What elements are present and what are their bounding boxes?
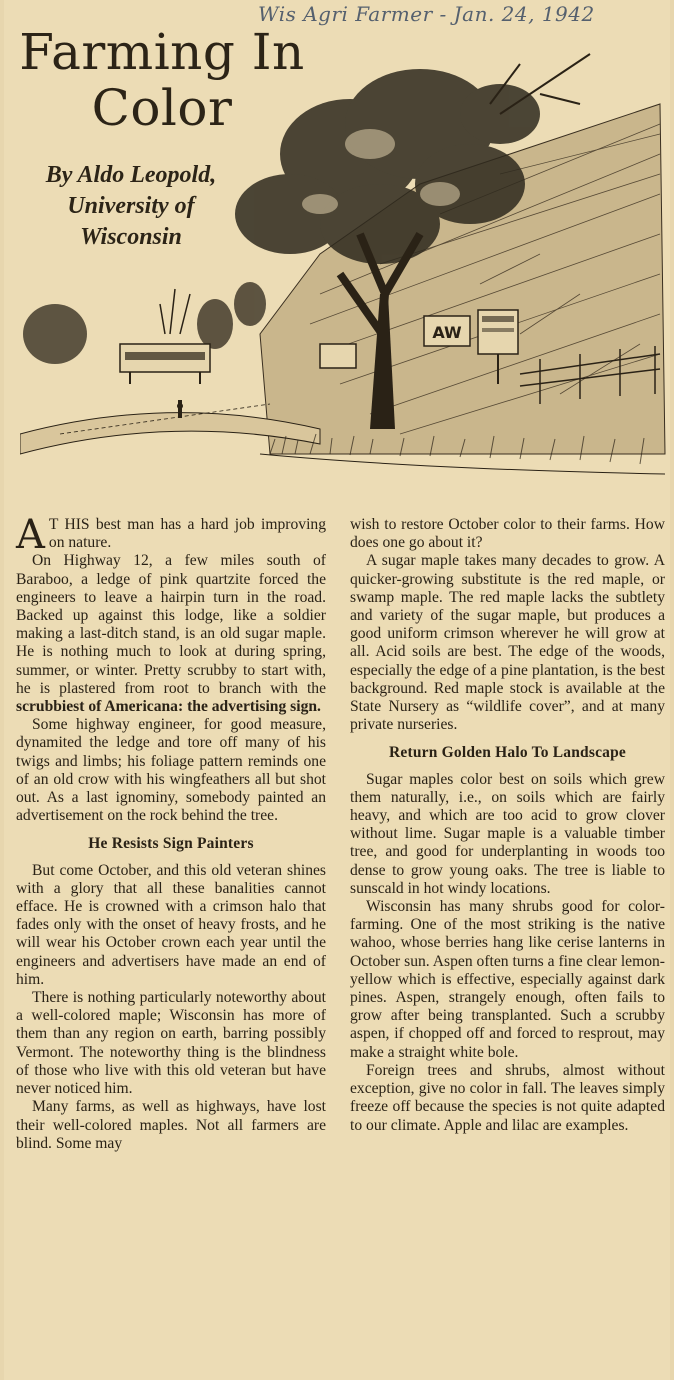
byline: By Aldo Leopold, University of Wisconsin: [45, 162, 217, 250]
column-1: [16, 512, 326, 1153]
handwritten-annotation: Wis Agri Farmer - Jan. 24, 1942: [258, 2, 595, 26]
sign-aw-text: AW: [432, 323, 462, 342]
paragraph-5: There is nothing particularly noteworthy about a well-colored maple; Wisconsin has more of them than any region on earth, barring possibly Vermont. The noteworthy thing is the blindness of those who live with this old veteran but have never noticed him.: [16, 989, 326, 1098]
paragraph-1: [16, 512, 326, 558]
subhead-golden-halo: Return Golden Halo To Landscape: [388, 744, 627, 762]
paragraph-7: wish to restore October color to their farms. How does one go about it?: [350, 516, 665, 552]
paragraph-11: Foreign trees and shrubs, almost without exception, give no color in fall. The leaves simply freeze off because the species is not quite adapted to our climate. Apple and lilac are examples.: [350, 1061, 665, 1134]
paragraph-9: Sugar maples color best on soils which grew them naturally, i.e., on soils which are fairly heavy, and which are too acid to grow clover without lime. Sugar maple is a valuable timber tree, and good for underplanting in woods too dense to grow young oaks. The tree is liable to sunscald in hot windy locations.: [350, 770, 665, 897]
paragraph-2: [16, 552, 326, 716]
lead-in: T HIS: [48, 516, 90, 533]
paragraph-2-emphasis: scrubbiest of Americana: the advertising sign.: [16, 698, 321, 716]
paragraph-6: Many farms, as well as highways, have lost their well-colored maples. Not all farmers are blind. Some may: [16, 1098, 326, 1152]
paragraph-10: Wisconsin has many shrubs good for color-farming. One of the most striking is the native wahoo, whose berries hang like cerise lanterns in October sun. Aspen often turns a fine clear lemon-yellow which is effective, especially against dark pines. Aspen, strangely enough, often fails to grow after being transplanted. Such a scrubby aspen, if chopped off and forced to resprout, may make a straight white bole.: [350, 898, 665, 1061]
paragraph-8: A sugar maple takes many decades to grow. A quicker-growing substitute is the red maple, or swamp maple. The red maple lacks the subtlety and variety of the sugar maple, but produces a good uniform crimson wherever he will grow at all. Acid soils are best. The edge of the woods, especially the edge of a pine plantation, is the best background. Red maple stock is available at the State Nursery as “wildlife cover”, and at many private nurseries.: [350, 552, 665, 734]
paragraph-3: Some highway engineer, for good measure, dynamited the ledge and tore off many of his twigs and limbs; his foliage pattern reminds one of an old crow with his wingfeathers all but shot out. As a last ignominy, somebody painted an advertisement on the rock behind the tree.: [16, 716, 326, 825]
paragraph-2-text: On Highway 12, a few miles south of Baraboo, a ledge of pink quartzite forced the engineers to leave a hairpin turn in the road. Backed up against this lodge, like a soldier making a last-ditch stand, is an old sugar maple. He is nothing much to look at during spring, summer, or winter. Pretty scrubby to start with, he is plastered from root to branch with the: [16, 552, 326, 697]
drop-cap: A: [16, 512, 45, 558]
subhead-sign-painters: He Resists Sign Painters: [88, 835, 254, 853]
article-title: Farming In Color: [19, 23, 305, 137]
column-2: [350, 516, 665, 1135]
lead-rest: best man has a hard job improving on nature.: [48, 516, 326, 552]
paragraph-4: But come October, and this old veteran shines with a glory that all these banalities cannot efface. He is crowned with a crimson halo that fades only with the onset of heavy frosts, and he will wear his October crown each year until the engineers and advertisers have made an end of him.: [16, 861, 326, 988]
